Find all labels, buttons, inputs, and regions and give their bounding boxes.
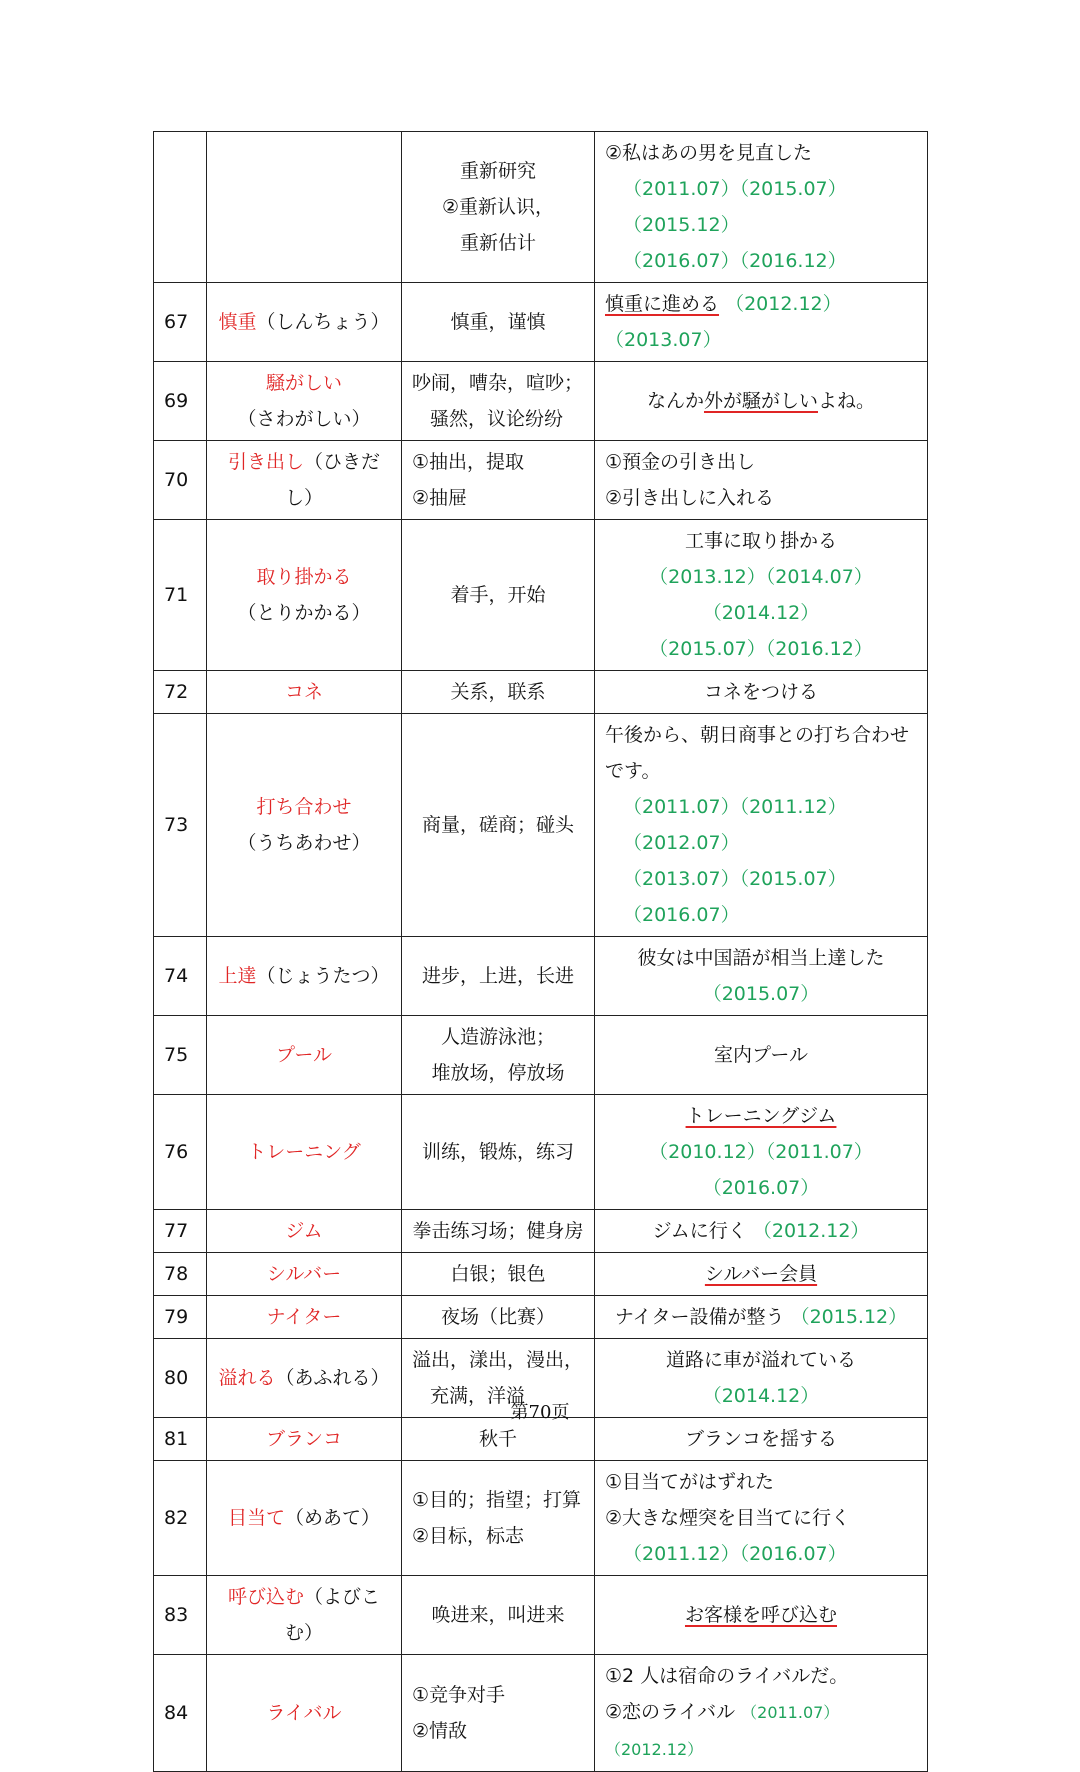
word-cell (207, 1576, 402, 1655)
reading: （さわがしい） (237, 408, 371, 430)
keyword: 引き出し (227, 451, 304, 473)
table-row (154, 1095, 928, 1210)
meaning-line: ②情敌 (412, 1720, 468, 1742)
table-row (154, 937, 928, 1016)
reading: （とりかかる） (237, 602, 371, 624)
table-row (154, 1210, 928, 1253)
meaning-cell (402, 1655, 595, 1772)
table-row (154, 1655, 928, 1772)
example-text: よね。 (818, 390, 876, 412)
row-number: 69 (154, 362, 207, 441)
table-row (154, 283, 928, 362)
meaning-line: 重新研究 (459, 160, 536, 182)
row-number: 71 (154, 520, 207, 671)
example-text: 慎重に進める (605, 293, 720, 315)
row-number: 81 (154, 1418, 207, 1461)
word-cell (207, 520, 402, 671)
example-cell (595, 1095, 928, 1210)
example-text: 道路に車が溢れている (665, 1349, 856, 1371)
example-cell: ブランコを揺する (595, 1418, 928, 1461)
table-row (154, 1461, 928, 1576)
row-number: 84 (154, 1655, 207, 1772)
word-cell (207, 1016, 402, 1095)
keyword: シルバー (266, 1263, 342, 1285)
keyword: 目当て (227, 1507, 285, 1529)
row-number: 67 (154, 283, 207, 362)
example-cell: コネをつける (595, 671, 928, 714)
page-number: 第70页 (510, 1402, 570, 1423)
meaning-cell: 白银；银色 (402, 1253, 595, 1296)
exam-years: （2015.07）（2016.12） (649, 638, 873, 660)
meaning-line: ②目标，标志 (412, 1525, 525, 1547)
example-cell (595, 1296, 928, 1339)
meaning-cell (402, 1461, 595, 1576)
keyword: ジム (285, 1220, 323, 1242)
reading: （あふれる） (275, 1367, 390, 1389)
row-number: 80 (154, 1339, 207, 1418)
exam-years: （2014.12） (702, 1385, 820, 1407)
example-highlight: 外が騒がしい (703, 390, 818, 412)
example-cell (595, 520, 928, 671)
example-text: トレーニングジム (685, 1105, 837, 1127)
word-cell (207, 1296, 402, 1339)
row-number: 82 (154, 1461, 207, 1576)
table-row (154, 1253, 928, 1296)
example-cell (595, 362, 928, 441)
row-number: 70 (154, 441, 207, 520)
keyword: トレーニング (247, 1141, 361, 1163)
keyword: プール (275, 1044, 333, 1066)
keyword: 上達 (218, 965, 257, 987)
meaning-line: 吵闹，嘈杂，喧吵； (412, 372, 584, 394)
example-line: ②私はあの男を見直した (605, 142, 813, 164)
meaning-line: 溢出，漾出，漫出， (412, 1349, 584, 1371)
word-cell (207, 283, 402, 362)
meaning-line: 人造游泳池； (440, 1026, 555, 1048)
table-row (154, 362, 928, 441)
meaning-cell: 进步，上进，长进 (402, 937, 595, 1016)
row-number: 83 (154, 1576, 207, 1655)
example-text: ナイター設備が整う (614, 1306, 785, 1328)
table-row (154, 1296, 928, 1339)
word-cell (207, 441, 402, 520)
exam-years: （2012.12）（2013.07） (605, 293, 842, 351)
meaning-line: 骚然，议论纷纷 (430, 408, 564, 430)
meaning-cell: 秋千 (402, 1418, 595, 1461)
exam-years: （2016.07）（2016.12） (623, 250, 847, 272)
word-cell (207, 1461, 402, 1576)
keyword: 打ち合わせ (256, 796, 352, 818)
meaning-cell: 夜场（比赛） (402, 1296, 595, 1339)
example-cell (595, 132, 928, 283)
example-cell (595, 283, 928, 362)
meaning-line: 堆放场，停放场 (431, 1062, 565, 1084)
row-number: 79 (154, 1296, 207, 1339)
exam-years: （2013.12）（2014.07）（2014.12） (649, 566, 873, 624)
example-line: ①2 人は宿命のライバルだ。 (605, 1665, 849, 1687)
word-cell (207, 1253, 402, 1296)
example-line: 彼女は中国語が相当上達した (637, 947, 885, 969)
table-row (154, 520, 928, 671)
row-number: 76 (154, 1095, 207, 1210)
example-line: ②恋のライバル (605, 1701, 736, 1723)
example-line: です。 (605, 760, 661, 782)
example-cell (595, 1253, 928, 1296)
meaning-line: 重新估计 (459, 232, 536, 254)
exam-years: （2015.12） (790, 1306, 908, 1328)
row-number: 73 (154, 714, 207, 937)
reading: （めあて） (285, 1507, 381, 1529)
meaning-line: ①目的；指望；打算 (412, 1489, 582, 1511)
table-row (154, 714, 928, 937)
meaning-cell: 商量，磋商；碰头 (402, 714, 595, 937)
reading: （じょうたつ） (256, 965, 390, 987)
word-cell (207, 1095, 402, 1210)
example-cell (595, 1655, 928, 1772)
meaning-cell: 训练，锻炼，练习 (402, 1095, 595, 1210)
keyword: 溢れる (218, 1367, 276, 1389)
keyword: ナイター (266, 1306, 342, 1328)
meaning-line: ①竞争对手 (412, 1684, 506, 1706)
meaning-line: ②重新认识， (441, 196, 555, 218)
example-line: 午後から、朝日商事との打ち合わせ (605, 724, 910, 746)
keyword: 騒がしい (265, 372, 342, 394)
keyword: 呼び込む (227, 1586, 304, 1608)
reading: （よびこむ） (284, 1586, 381, 1644)
table-row (154, 1576, 928, 1655)
meaning-cell: 唤进来，叫进来 (402, 1576, 595, 1655)
word-cell (207, 671, 402, 714)
example-line: ②引き出しに入れる (605, 487, 775, 509)
example-cell (595, 441, 928, 520)
keyword: 取り掛かる (256, 566, 352, 588)
exam-years: （2011.12）（2016.07） (623, 1543, 847, 1565)
keyword: ライバル (266, 1702, 342, 1724)
example-cell (595, 714, 928, 937)
row-number: 77 (154, 1210, 207, 1253)
reading: （ひきだし） (284, 451, 381, 509)
example-line: ①目当てがはずれた (605, 1471, 775, 1493)
meaning-cell: 关系，联系 (402, 671, 595, 714)
meaning-cell (402, 1016, 595, 1095)
meaning-cell (402, 362, 595, 441)
meaning-cell: 拳击练习场；健身房 (402, 1210, 595, 1253)
meaning-cell: 慎重，谨慎 (402, 283, 595, 362)
word-cell (207, 132, 402, 283)
example-line: ①預金の引き出し (605, 451, 756, 473)
exam-years: （2010.12）（2011.07）（2016.07） (649, 1141, 873, 1199)
meaning-line: ②抽屉 (412, 487, 468, 509)
word-cell (207, 362, 402, 441)
row-number: 75 (154, 1016, 207, 1095)
keyword: 慎重 (218, 311, 257, 333)
example-text: お客様を呼び込む (684, 1604, 837, 1626)
word-cell (207, 1210, 402, 1253)
example-cell: 室内プール (595, 1016, 928, 1095)
exam-years: （2011.07）（2015.07）（2015.12） (623, 178, 847, 236)
exam-years: （2013.07）（2015.07）（2016.07） (623, 868, 847, 926)
keyword: ブランコ (265, 1428, 342, 1450)
meaning-cell (402, 441, 595, 520)
example-cell (595, 1210, 928, 1253)
table-row (154, 1016, 928, 1095)
word-cell (207, 937, 402, 1016)
exam-years: （2011.07）（2011.12）（2012.07） (623, 796, 847, 854)
row-number: 78 (154, 1253, 207, 1296)
row-number: 72 (154, 671, 207, 714)
example-cell (595, 1461, 928, 1576)
word-cell (207, 714, 402, 937)
example-text: ジムに行く (652, 1220, 747, 1242)
keyword: コネ (284, 681, 323, 703)
table-row (154, 671, 928, 714)
example-text: なんか (646, 390, 704, 412)
meaning-cell: 着手，开始 (402, 520, 595, 671)
vocabulary-table (153, 131, 928, 1772)
example-text: シルバー会員 (704, 1263, 818, 1285)
exam-years: （2011.07）（2012.12） (605, 1703, 840, 1759)
example-cell (595, 937, 928, 1016)
exam-years: （2012.12） (752, 1220, 870, 1242)
exam-years: （2015.07） (702, 983, 820, 1005)
meaning-line: ①抽出，提取 (412, 451, 525, 473)
meaning-line: 充满，洋溢 (430, 1385, 526, 1407)
example-line: 工事に取り掛かる (684, 530, 837, 552)
example-cell (595, 1576, 928, 1655)
row-number (154, 132, 207, 283)
meaning-cell (402, 132, 595, 283)
row-number: 74 (154, 937, 207, 1016)
table-row (154, 132, 928, 283)
reading: （うちあわせ） (237, 832, 371, 854)
example-line: ②大きな煙突を目当てに行く (605, 1507, 851, 1529)
table-row (154, 441, 928, 520)
word-cell (207, 1655, 402, 1772)
reading: （しんちょう） (256, 311, 390, 333)
